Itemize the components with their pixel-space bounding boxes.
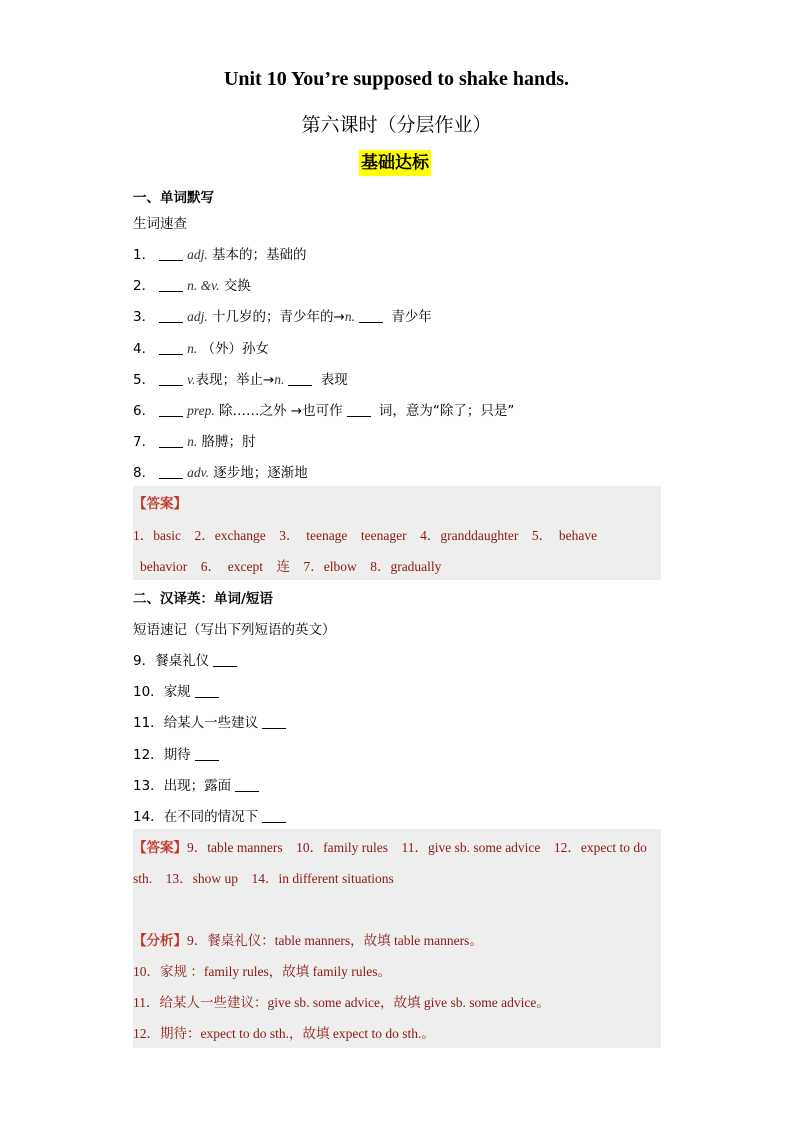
section2-heading: 二、汉译英：单词/短语	[133, 591, 273, 607]
phrase-item: 9．餐桌礼仪	[133, 649, 241, 669]
analysis-line: 10．家规 ：family rules，故填 family rules。	[133, 964, 391, 979]
phrase-item: 14．在不同的情况下	[133, 805, 290, 825]
section2-subheading: 短语速记（写出下列短语的英文）	[133, 622, 336, 638]
answer-blank[interactable]	[262, 716, 286, 729]
answer-blank[interactable]	[213, 654, 237, 667]
answer-blank[interactable]	[159, 373, 183, 386]
vocab-item: 2． n. &v. 交换	[133, 278, 251, 294]
phrase-item: 12．期待	[133, 743, 223, 763]
answer-line: 1．basic 2．exchange 3． teenage teenager 4．granddaughter 5． behave	[133, 528, 598, 543]
section1-heading: 一、单词默写	[133, 190, 214, 206]
vocab-item: 7． n. 胳膊；肘	[133, 434, 256, 450]
answer-blank[interactable]	[159, 404, 183, 417]
answer-blank[interactable]	[159, 279, 183, 292]
phrase-item: 11．给某人一些建议	[133, 711, 290, 731]
vocab-item: 4． n. （外）孙女	[133, 341, 270, 357]
analysis-line: 【分析】9．餐桌礼仪：table manners，故填 table manners。	[133, 933, 483, 949]
lesson-subtitle: 第六课时（分层作业）	[301, 114, 492, 136]
answer-blank[interactable]	[159, 248, 183, 261]
vocab-item: 6． prep. 除……之外 →也可作 词，意为“除了；只是”	[133, 403, 515, 419]
vocab-item: 5． v.表现；举止→n. 表现	[133, 372, 348, 388]
answer-tag: 【答案】	[133, 496, 187, 512]
answer-blank[interactable]	[195, 748, 219, 761]
answer-blank[interactable]	[195, 685, 219, 698]
answer-line: sth. 13．show up 14．in different situations	[133, 871, 394, 886]
section1-subheading: 生词速查	[133, 216, 187, 232]
analysis-line: 11．给某人一些建议：give sb. some advice，故填 give sb. some advice。	[133, 995, 550, 1010]
phrase-item: 10．家规	[133, 680, 223, 700]
analysis-line: 12．期待：expect to do sth.，故填 expect to do sth.。	[133, 1026, 435, 1041]
answer-blank[interactable]	[159, 435, 183, 448]
answer-blank[interactable]	[347, 404, 371, 417]
phrase-item: 13．出现；露面	[133, 774, 263, 794]
answer-blank[interactable]	[262, 810, 286, 823]
answer-blank[interactable]	[159, 466, 183, 479]
answer-line: behavior 6． except 连 7．elbow 8．gradually	[140, 559, 442, 574]
vocab-item: 8． adv. 逐步地；逐渐地	[133, 465, 308, 481]
document-title: Unit 10 You’re supposed to shake hands.	[223, 68, 570, 90]
answer-blank[interactable]	[359, 310, 383, 323]
level-badge: 基础达标	[359, 150, 431, 176]
answer-line: 【答案】9．table manners 10．family rules 11．give sb. some advice 12．expect to do	[133, 840, 647, 856]
answer-blank[interactable]	[235, 779, 259, 792]
vocab-item: 1． adj. 基本的；基础的	[133, 247, 307, 263]
answer-blank[interactable]	[159, 342, 183, 355]
vocab-item: 3． adj. 十几岁的；青少年的→n. 青少年	[133, 309, 432, 325]
answer-blank[interactable]	[288, 373, 312, 386]
answer-blank[interactable]	[159, 310, 183, 323]
